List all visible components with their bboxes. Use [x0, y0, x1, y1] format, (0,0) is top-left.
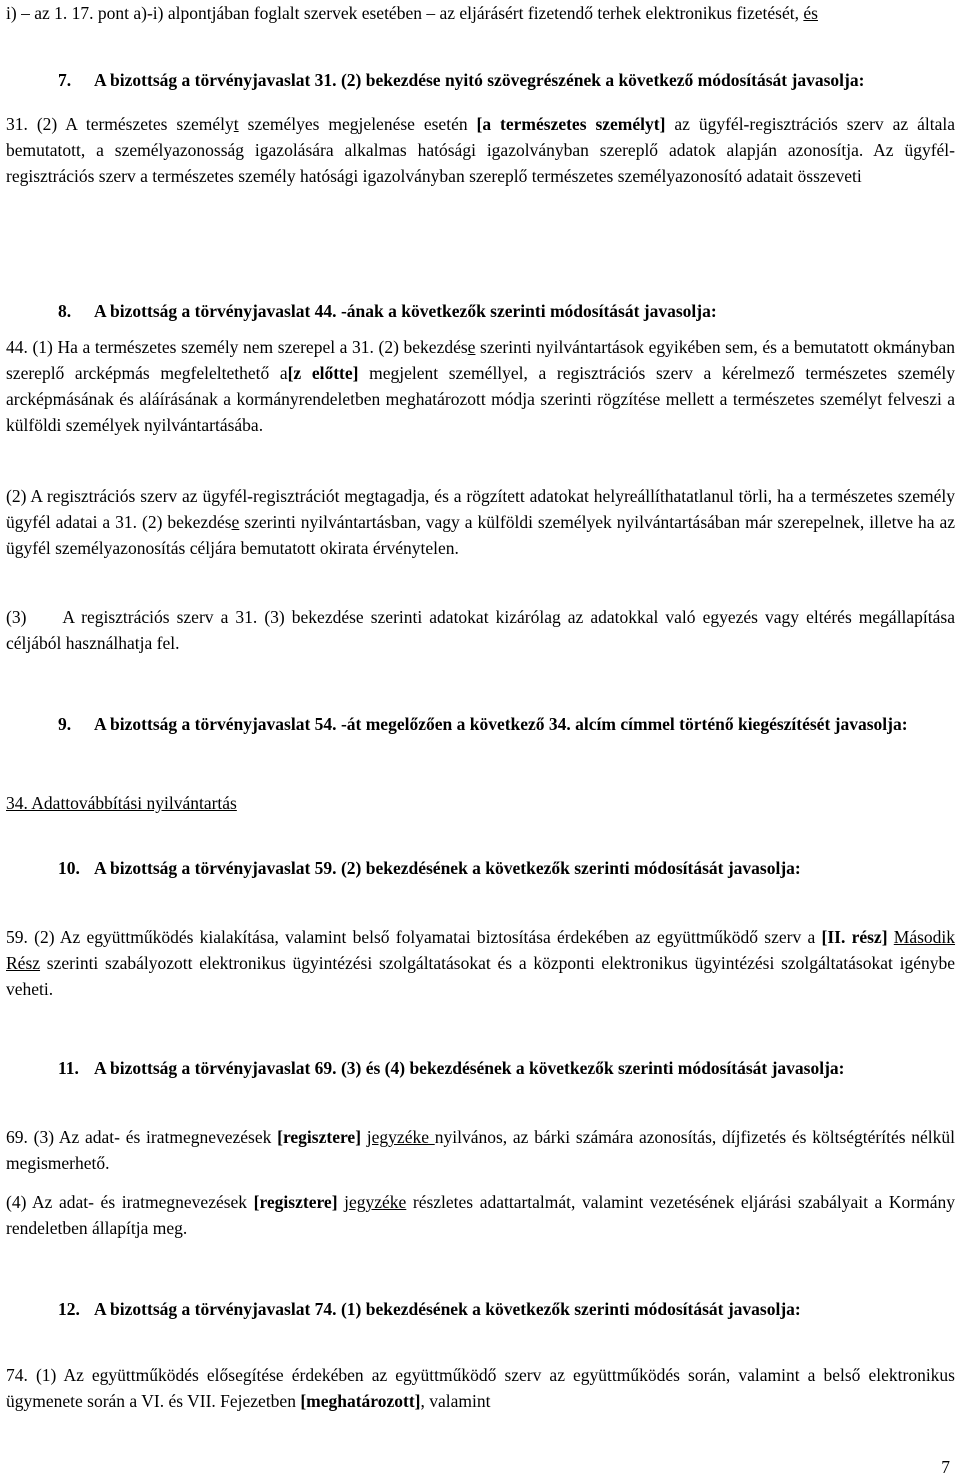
paragraph-69-3	[6, 1124, 955, 1176]
text-run: e	[231, 512, 240, 532]
text-run: -ának a következők szerinti módosítását javasolja:	[340, 301, 717, 321]
text-run: az ügyfél-regisztrációs szerv az általa bemutatott, a személyazonosság igazolására alkalmas hatósági igazolványban szereplő adatok alapján azonosítja. Az ügyfél-regisztrációs szerv a természetes személy hatósági igazolványban szereplő természetes személyazonosító adatait összeveti	[6, 114, 955, 186]
section-heading-11	[6, 1055, 955, 1081]
text-run: 44.	[6, 337, 33, 357]
section-heading-9	[6, 711, 955, 737]
text-run: 69.	[6, 1127, 34, 1147]
text-run: személyes megjelenése esetén	[238, 114, 477, 134]
text-run: Második Rész	[6, 927, 956, 973]
text-run: (2) A regisztrációs szerv az ügyfél-regisztrációt megtagadja, és a rögzített adatokat helyreállíthatatlanul törli, ha a természetes személy ügyfél adatai a 31.	[6, 486, 955, 532]
text-run: szerinti nyilvántartások egyikében sem, és a bemutatott okmányban szereplő arcképmás megfeleltethető a	[6, 337, 955, 383]
text-run: A bizottság a törvényjavaslat 31.	[94, 70, 341, 90]
page-number: 7	[941, 1457, 950, 1477]
paragraph-59	[6, 924, 955, 1002]
text-run: [regisztere]	[277, 1127, 362, 1147]
text-run: (2) bekezdés	[142, 512, 232, 532]
text-run: (1) Az együttműködés elősegítése érdekében az együttműködő szerv az együttműködés során, valamint a belső elektronikus ügymenete során a VI. és VII. Fejezetben	[6, 1365, 955, 1411]
text-run: [z előtte]	[287, 363, 359, 383]
paragraph-44-2	[6, 483, 955, 561]
text-run: (2) bekezdés	[378, 337, 468, 357]
text-run: 34. Adattovábbítási nyilvántartás	[6, 793, 237, 813]
heading-number: 9.	[58, 714, 72, 734]
text-run: 17. pont a)-i) alpontjában foglalt szervek esetében – az eljárásért fizetendő terhek elektronikus fizetését,	[71, 3, 804, 23]
subtitle-34	[6, 790, 955, 816]
text-run: nyilvános, az bárki számára azonosítás, díjfizetés és költségtérítés nélkül megismerhető.	[6, 1127, 956, 1173]
heading-number: 8.	[58, 301, 72, 321]
text-run: [II. rész]	[821, 927, 888, 947]
text-run: , valamint	[420, 1391, 491, 1411]
section-heading-8	[6, 298, 955, 324]
text-run: (2) A természetes személy	[36, 114, 234, 134]
text-run: szerinti nyilvántartásban, vagy a külföldi személyek nyilvántartásában már szerepelnek, illetve ha az ügyfél személyazonosítás céljára bemutatott okirata érvénytelen.	[6, 512, 955, 558]
text-run: szerinti szabályozott elektronikus ügyintézési szolgáltatásokat és a központi elektronikus ügyintézési szolgáltatásokat igénybe veheti.	[6, 953, 955, 999]
text-run: (2) bekezdése nyitó szövegrészének a következő módosítását javasolja:	[340, 70, 865, 90]
text-run: e	[467, 337, 476, 357]
text-run: [regisztere]	[253, 1192, 338, 1212]
section-heading-10	[6, 855, 955, 881]
text-run: (3) bekezdése szerinti adatokat kizárólag az adatokkal való egyezés vagy eltérés megállapítása céljából használhatja fel.	[6, 607, 956, 653]
text-run: (1) Ha a természetes személy nem szerepel a 31.	[32, 337, 379, 357]
text-run: (3) Az adat- és iratmegnevezések	[33, 1127, 278, 1147]
text-run: A bizottság a törvényjavaslat 59.	[94, 858, 341, 878]
text-run: t	[233, 114, 239, 134]
paragraph-69-4	[6, 1189, 955, 1241]
section-heading-7	[6, 67, 955, 93]
text-run: [meghatározott]	[300, 1391, 421, 1411]
paragraph-44-3	[6, 604, 955, 656]
text-run: és	[803, 3, 818, 23]
text-run: A regisztrációs szerv a 31.	[62, 607, 265, 627]
text-run: 74.	[6, 1365, 36, 1385]
paragraph-31	[6, 111, 955, 189]
text-run: (3) és (4) bekezdésének a következők szerinti módosítását javasolja:	[340, 1058, 845, 1078]
paragraph-44-1	[6, 334, 955, 438]
text-run: részletes adattartalmát, valamint vezetésének eljárási szabályait a Kormány rendeletben állapítja meg.	[6, 1192, 955, 1238]
paragraph-item-i	[6, 0, 955, 26]
text-run: (1) bekezdésének a következők szerinti módosítását javasolja:	[340, 1299, 801, 1319]
text-run: A bizottság a törvényjavaslat 74.	[94, 1299, 341, 1319]
text-run: (4) Az adat- és iratmegnevezések	[6, 1192, 254, 1212]
heading-number: 7.	[58, 70, 72, 90]
text-run: A bizottság a törvényjavaslat 44.	[94, 301, 341, 321]
heading-number: 12.	[58, 1299, 80, 1319]
text-run: (3)	[6, 607, 27, 627]
text-run: (2) bekezdésének a következők szerinti módosítását javasolja:	[340, 858, 801, 878]
text-run: -át megelőzően a következő 34. alcím címmel történő kiegészítését javasolja:	[340, 714, 908, 734]
paragraph-74	[6, 1362, 955, 1414]
section-heading-12	[6, 1296, 955, 1322]
text-run: 59.	[6, 927, 35, 947]
heading-number: 11.	[58, 1058, 79, 1078]
text-run: jegyzéke	[344, 1192, 407, 1212]
heading-number: 10.	[58, 858, 80, 878]
text-run: i) – az 1.	[6, 3, 72, 23]
text-run: A bizottság a törvényjavaslat 54.	[94, 714, 341, 734]
text-run: 31.	[6, 114, 37, 134]
text-run: [a természetes személyt]	[476, 114, 666, 134]
text-run: (2) Az együttműködés kialakítása, valamint belső folyamatai biztosítása érdekében az együttműködő szerv a	[34, 927, 822, 947]
text-run: megjelent személlyel, a regisztrációs szerv a kérelmező természetes személy arcképmásának és aláírásának a kormányrendeletben meghatározott módja szerinti rögzítése mellett a természetes személyt felveszi a külföldi személyek nyilvántartásába.	[6, 363, 956, 435]
text-run: A bizottság a törvényjavaslat 69.	[94, 1058, 341, 1078]
text-run: jegyzéke	[366, 1127, 435, 1147]
